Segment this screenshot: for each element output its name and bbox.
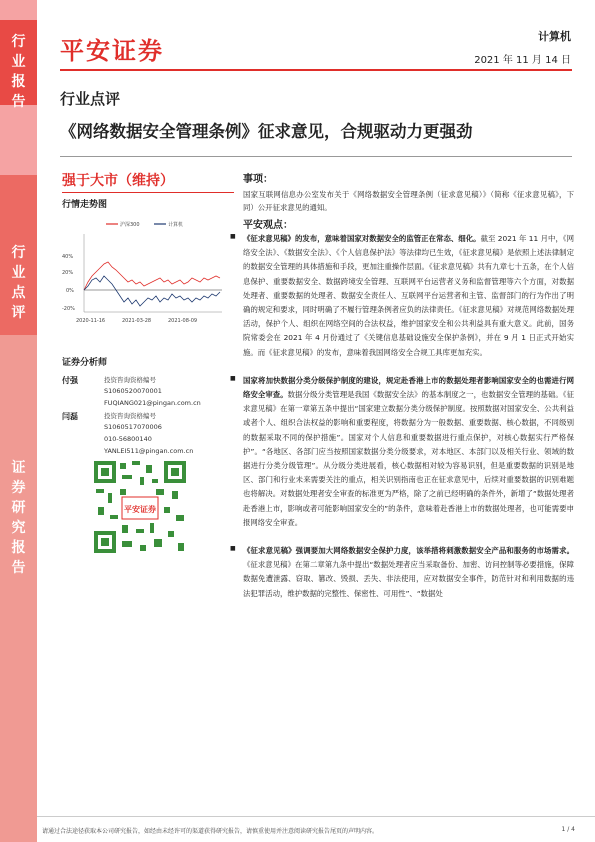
bullet-square-icon: ■ bbox=[230, 374, 236, 382]
sidebar-char: 究 bbox=[11, 520, 26, 536]
sidebar-char: 评 bbox=[11, 305, 26, 321]
sidebar-char: 行 bbox=[11, 245, 26, 261]
main-content bbox=[230, 170, 574, 601]
sidebar-label-comment bbox=[0, 175, 37, 335]
sidebar-char: 告 bbox=[11, 560, 26, 576]
rating-badge: 强于大市（维持） bbox=[62, 173, 174, 189]
bullet-square-icon: ■ bbox=[230, 233, 236, 240]
sidebar-char: 研 bbox=[11, 500, 26, 516]
sidebar-char: 业 bbox=[11, 54, 26, 70]
sidebar bbox=[0, 0, 37, 842]
bullet-heading: 《征求意见稿》的发布，意味着国家对数据安全的监管正在常态、细化。 bbox=[243, 234, 481, 243]
y-tick: 0% bbox=[66, 288, 74, 294]
analyst-license-number: S1060517070006 bbox=[104, 423, 162, 431]
sector-label: 计算机 bbox=[538, 30, 571, 43]
bullet-point bbox=[230, 544, 574, 601]
event-text: 国家互联网信息办公室发布关于《网络数据安全管理条例（征求意见稿）》（简称《征求意见稿》，下同）公开征求意见的通知。 bbox=[243, 190, 574, 212]
y-tick: 20% bbox=[62, 270, 74, 276]
analyst-email[interactable]: FUQIANG021@pingan.com.cn bbox=[104, 399, 201, 407]
sidebar-char: 点 bbox=[11, 285, 26, 301]
analyst-name: 闫磊 bbox=[62, 412, 78, 421]
sidebar-char: 报 bbox=[11, 540, 26, 556]
report-date: 2021 年 11 月 14 日 bbox=[474, 55, 571, 66]
analyst-license-label: 投资咨询资格编号 bbox=[104, 376, 156, 384]
sidebar-char: 报 bbox=[11, 74, 26, 90]
y-tick: 40% bbox=[62, 254, 74, 260]
bullet-text: 截至 2021 年 11 月中，《网络安全法》、《数据安全法》、《个人信息保护法》等法律均已生效，《征求意见稿》是依照上述法律制定的数据安全管理的具体措施和手段，更加注重操作层面。《征求意见稿》共有九章七十五条，在个人信息保护、重要数据安全、数据跨境安全管理、互联网平台运营者义务和监督管理等六个方面，对数据处理者、重要数据的处理者、数据安全责任人、互联网平台运营者和主管、监督部门的行为作出了明确的规定和要求，同时明确了不履行管理条例者应负的法律责任。《征求意见稿》对规范网络数据处理活动，保护个人、组织在网络空间的合法权益，维护国家安全和公共利益具有重大意义。此前，国务院常委会在 2021 年 4 月份通过了《关键信息基础设施安全保护条例》，并在 9 月 1 日正式开始实施。而《征求意见稿》的发布，意味着我国网络安全合规工具库更加充实。 bbox=[243, 234, 574, 357]
page-number: 1 / 4 bbox=[561, 826, 575, 833]
legend-hs300: 沪深300 bbox=[120, 222, 140, 228]
analyst-license-number: S1060520070001 bbox=[104, 387, 162, 395]
chart-title: 行情走势图 bbox=[62, 200, 108, 210]
doc-type: 行业点评 bbox=[60, 90, 121, 108]
x-tick: 2021-08-09 bbox=[168, 318, 198, 324]
qr-code[interactable] bbox=[92, 459, 188, 555]
bullet-text: 数据分级分类管理是我国《数据安全法》的基本制度之一，也数据安全管理的基础。《征求意见稿》在第一章第五条中提出“国家建立数据分类分级保护制度。按照数据对国家安全、公共利益或者个人、组织合法权益的影响和重要程度，将数据分为一般数据、重要数据、核心数据，不同级别的数据采取不同的保护措施”。国家对个人信息和重要数据进行重点保护，对核心数据实行严格保护”。“各地区、各部门应当按照国家数据分类分级要求，对本地区、本部门以及相关行业、领域的数据进行分类分级管理”。从分级分类进展看，核心数据相对较为容易识别，但是重要数据的识别是地区、部门和行业未来需要关注的重点，相关识别指南也正在征求意见中，后续对重要数据的识别难题也将解决。对数据处理者安全审查的标准更为严格，除了之前已经明确的条件外，新增了“数据处理者赴香港上市，影响或者可能影响国家安全的”的条件，意味着赴香港上市的数据处理者，也可能需要申报网络安全审查。 bbox=[243, 390, 574, 527]
qr-logo-text: 平安证券 bbox=[124, 505, 156, 514]
bullet-point bbox=[230, 232, 574, 360]
analyst-name: 付强 bbox=[62, 376, 78, 385]
analyst-section-title: 证券分析师 bbox=[62, 358, 108, 368]
sidebar-char: 行 bbox=[11, 34, 26, 50]
bullet-heading: 《征求意见稿》强调要加大网络数据安全保护力度，该举措将刺激数据安全产品和服务的市场需求。 bbox=[243, 546, 574, 556]
sidebar-label-research bbox=[0, 335, 37, 842]
header-divider bbox=[60, 69, 572, 71]
x-tick: 2021-03-28 bbox=[122, 318, 152, 324]
bullet-square-icon: ■ bbox=[230, 545, 236, 553]
bullet-point bbox=[230, 374, 574, 530]
sidebar-char: 券 bbox=[11, 480, 26, 496]
market-trend-chart bbox=[62, 212, 234, 348]
company-logo: 平安证券 bbox=[60, 37, 164, 65]
x-tick: 2020-11-16 bbox=[76, 318, 106, 324]
sidebar-char: 证 bbox=[11, 460, 26, 476]
event-heading: 事项： bbox=[243, 174, 273, 185]
bullet-text: 《征求意见稿》在第二章第九条中提出“数据处理者应当采取备份、加密、访问控制等必要措施，保障数据免遭泄露、窃取、篡改、毁损、丢失、非法使用，应对数据安全事件，防范针对和利用数据的违法犯罪活动，维护数据的完整性、保密性、可用性”、“数据处 bbox=[243, 560, 574, 598]
legend-computer: 计算机 bbox=[168, 222, 184, 228]
view-heading: 平安观点： bbox=[243, 220, 293, 231]
title-divider bbox=[60, 156, 572, 157]
footer-disclaimer: 请通过合法途径获取本公司研究报告，如经由未经许可的渠道获得研究报告，请慎重使用并注意阅读研究报告尾页的声明内容。 bbox=[42, 828, 379, 835]
analyst-email[interactable]: YANLEI511@pingan.com.cn bbox=[104, 447, 194, 455]
sidebar-label-report-type bbox=[0, 20, 37, 110]
footer-divider bbox=[37, 816, 595, 817]
analyst-license-label: 投资咨询资格编号 bbox=[104, 412, 156, 420]
sidebar-char: 业 bbox=[11, 265, 26, 281]
sidebar-char: 告 bbox=[11, 94, 26, 110]
analyst-phone: 010-56800140 bbox=[104, 435, 152, 443]
y-tick: -20% bbox=[62, 306, 75, 312]
rating-divider bbox=[62, 192, 234, 193]
page-title: 《网络数据安全管理条例》征求意见，合规驱动力更强劲 bbox=[60, 122, 473, 141]
series-computer-line bbox=[84, 276, 220, 306]
bullet-heading: 国家将加快数据分类分级保护制度的建设，规定赴香港上市的数据处理者影响国家安全的也需进行网络安全审查。 bbox=[243, 375, 574, 400]
